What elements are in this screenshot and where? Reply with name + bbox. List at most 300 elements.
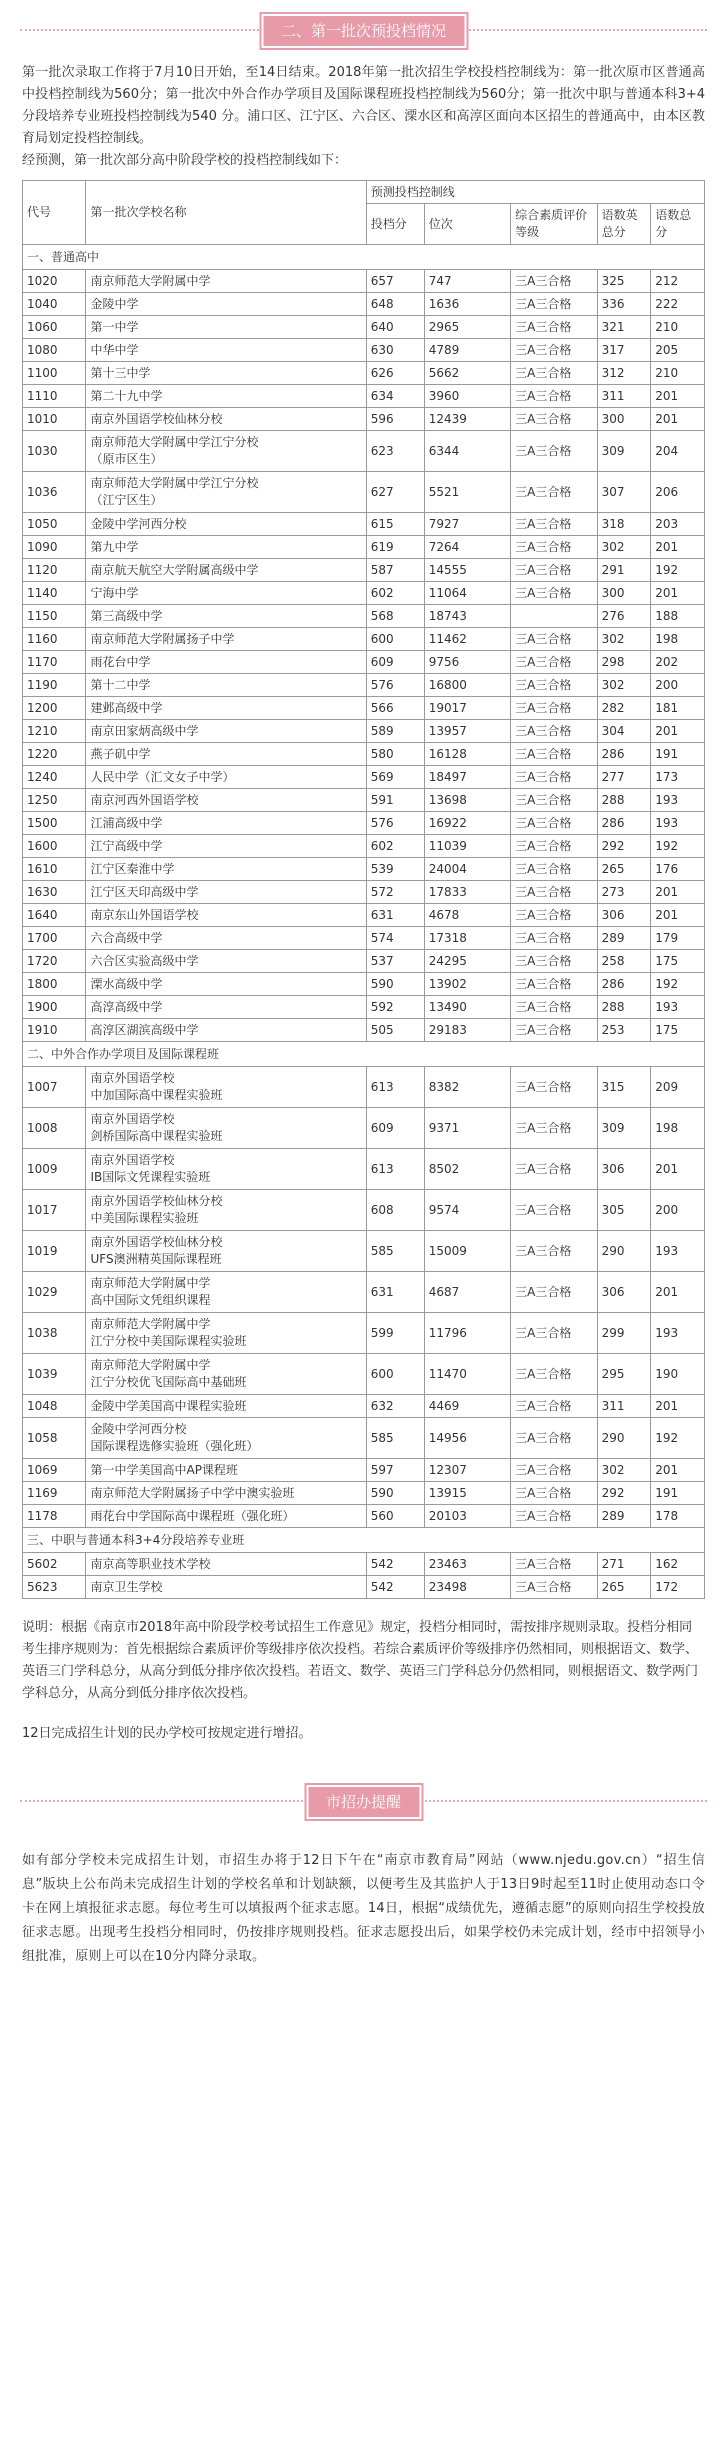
cell-rank: 13902	[424, 973, 510, 996]
cell-code: 1178	[23, 1505, 86, 1528]
cell-rank: 2965	[424, 316, 510, 339]
cell-rank: 14956	[424, 1418, 510, 1459]
cell-rank: 8502	[424, 1149, 510, 1190]
cell-a: 318	[597, 513, 651, 536]
cell-rank: 13915	[424, 1482, 510, 1505]
cell-a: 298	[597, 651, 651, 674]
cell-a: 312	[597, 362, 651, 385]
cell-rank: 12439	[424, 408, 510, 431]
intro-paragraph: 第一批次录取工作将于7月10日开始，至14日结束。2018年第一批次招生学校投档控制线为：第一批次原市区普通高中投档控制线为560分；第一批次中外合作办学项目及国际课程班投档控制线为560分；第一批次中职与普通本科3+4分段培养专业班投档控制线为540 分。浦口区、江宁区、六合区、溧水区和高淳区面向本区招生的普通高中，由本区教育局划定投档控制线。	[22, 65, 705, 146]
cell-score: 634	[366, 385, 424, 408]
cell-a: 311	[597, 1395, 651, 1418]
cell-a: 304	[597, 720, 651, 743]
cell-score: 591	[366, 789, 424, 812]
cell-name: 六合高级中学	[86, 927, 366, 950]
cell-b: 192	[651, 835, 705, 858]
reminder-title: 市招办提醒	[306, 1785, 421, 1819]
cell-b: 210	[651, 362, 705, 385]
cell-rank: 8382	[424, 1067, 510, 1108]
cell-rank: 15009	[424, 1231, 510, 1272]
cell-code: 1058	[23, 1418, 86, 1459]
cell-code: 1150	[23, 605, 86, 628]
cell-b: 209	[651, 1067, 705, 1108]
cell-score: 613	[366, 1149, 424, 1190]
cell-a: 300	[597, 582, 651, 605]
cell-a: 286	[597, 743, 651, 766]
cell-grade: 三A三合格	[511, 270, 597, 293]
cell-rank: 4469	[424, 1395, 510, 1418]
table-row	[23, 812, 705, 835]
cell-name: 南京航天航空大学附属高级中学	[86, 559, 366, 582]
cell-grade: 三A三合格	[511, 316, 597, 339]
cell-name: 人民中学（汇文女子中学）	[86, 766, 366, 789]
cell-code: 1140	[23, 582, 86, 605]
section-title-cell: 一、普通高中	[23, 245, 705, 270]
table-row	[23, 431, 705, 472]
table-row	[23, 1482, 705, 1505]
cell-grade: 三A三合格	[511, 293, 597, 316]
cell-rank: 747	[424, 270, 510, 293]
cell-a: 306	[597, 1272, 651, 1313]
cell-rank: 3960	[424, 385, 510, 408]
table-body	[23, 245, 705, 1599]
cell-rank: 5662	[424, 362, 510, 385]
cell-rank: 4789	[424, 339, 510, 362]
cell-code: 1080	[23, 339, 86, 362]
cell-rank: 19017	[424, 697, 510, 720]
table-row	[23, 1313, 705, 1354]
cell-a: 276	[597, 605, 651, 628]
cell-grade: 三A三合格	[511, 766, 597, 789]
cell-name: 南京师范大学附属中学	[86, 270, 366, 293]
cell-rank: 23498	[424, 1576, 510, 1599]
section-title: 二、第一批次预投档情况	[261, 14, 466, 48]
cell-b: 201	[651, 582, 705, 605]
cell-name: 南京外国语学校仙林分校 UFS澳洲精英国际课程班	[86, 1231, 366, 1272]
cell-b: 188	[651, 605, 705, 628]
cell-score: 630	[366, 339, 424, 362]
cell-a: 325	[597, 270, 651, 293]
cell-name: 建邺高级中学	[86, 697, 366, 720]
cell-grade: 三A三合格	[511, 651, 597, 674]
cell-rank: 7927	[424, 513, 510, 536]
cell-grade: 三A三合格	[511, 513, 597, 536]
cell-name: 南京东山外国语学校	[86, 904, 366, 927]
cell-code: 1050	[23, 513, 86, 536]
cell-score: 596	[366, 408, 424, 431]
cell-rank: 6344	[424, 431, 510, 472]
cell-score: 599	[366, 1313, 424, 1354]
cell-code: 5602	[23, 1553, 86, 1576]
cell-score: 613	[366, 1067, 424, 1108]
cell-rank: 24004	[424, 858, 510, 881]
table-row	[23, 559, 705, 582]
cell-score: 574	[366, 927, 424, 950]
table-row	[23, 858, 705, 881]
cell-score: 609	[366, 1108, 424, 1149]
cell-code: 1160	[23, 628, 86, 651]
cell-a: 302	[597, 536, 651, 559]
cell-score: 585	[366, 1418, 424, 1459]
cell-grade: 三A三合格	[511, 743, 597, 766]
cell-code: 1009	[23, 1149, 86, 1190]
cell-grade: 三A三合格	[511, 1459, 597, 1482]
cell-a: 288	[597, 789, 651, 812]
cell-name: 江浦高级中学	[86, 812, 366, 835]
cell-rank: 29183	[424, 1019, 510, 1042]
table-row	[23, 950, 705, 973]
cell-score: 631	[366, 1272, 424, 1313]
section-row	[23, 1528, 705, 1553]
cell-code: 1040	[23, 293, 86, 316]
cell-rank: 11470	[424, 1354, 510, 1395]
cell-rank: 4687	[424, 1272, 510, 1313]
cell-grade: 三A三合格	[511, 1313, 597, 1354]
cell-score: 640	[366, 316, 424, 339]
cell-code: 1700	[23, 927, 86, 950]
cell-a: 282	[597, 697, 651, 720]
cell-name: 南京师范大学附属中学 高中国际文凭组织课程	[86, 1272, 366, 1313]
cell-b: 178	[651, 1505, 705, 1528]
cell-a: 307	[597, 472, 651, 513]
cell-score: 566	[366, 697, 424, 720]
table-row	[23, 536, 705, 559]
cell-code: 1250	[23, 789, 86, 812]
cell-b: 193	[651, 812, 705, 835]
cell-a: 295	[597, 1354, 651, 1395]
cell-code: 1020	[23, 270, 86, 293]
cell-grade: 三A三合格	[511, 927, 597, 950]
cell-name: 金陵中学美国高中课程实验班	[86, 1395, 366, 1418]
note-private: 12日完成招生计划的民办学校可按规定进行增招。	[22, 1726, 312, 1741]
cell-b: 201	[651, 385, 705, 408]
cell-grade: 三A三合格	[511, 536, 597, 559]
cell-b: 201	[651, 1395, 705, 1418]
cell-b: 204	[651, 431, 705, 472]
table-row	[23, 1067, 705, 1108]
cell-rank: 16922	[424, 812, 510, 835]
cell-b: 192	[651, 1418, 705, 1459]
table-row	[23, 339, 705, 362]
cell-code: 1007	[23, 1067, 86, 1108]
table-row	[23, 513, 705, 536]
cell-code: 1038	[23, 1313, 86, 1354]
table-row	[23, 1190, 705, 1231]
table-row	[23, 1354, 705, 1395]
cell-b: 179	[651, 927, 705, 950]
cell-rank: 23463	[424, 1553, 510, 1576]
cell-code: 1069	[23, 1459, 86, 1482]
cell-score: 602	[366, 835, 424, 858]
cell-grade: 三A三合格	[511, 1553, 597, 1576]
cell-rank: 4678	[424, 904, 510, 927]
cell-code: 1100	[23, 362, 86, 385]
table-row	[23, 973, 705, 996]
cell-b: 176	[651, 858, 705, 881]
table-row	[23, 1272, 705, 1313]
cell-a: 315	[597, 1067, 651, 1108]
cell-grade: 三A三合格	[511, 858, 597, 881]
cell-rank: 13957	[424, 720, 510, 743]
reminder-banner	[0, 1779, 727, 1823]
cell-a: 302	[597, 674, 651, 697]
cell-name: 江宁高级中学	[86, 835, 366, 858]
cell-b: 200	[651, 1190, 705, 1231]
cell-code: 1900	[23, 996, 86, 1019]
cell-b: 200	[651, 674, 705, 697]
cell-b: 193	[651, 1231, 705, 1272]
cell-name: 第二十九中学	[86, 385, 366, 408]
cell-name: 南京师范大学附属中学江宁分校 （原市区生）	[86, 431, 366, 472]
cell-code: 1500	[23, 812, 86, 835]
reminder-paragraph: 如有部分学校未完成招生计划，市招生办将于12日下午在“南京市教育局”网站（www.njedu.gov.cn）“招生信息”版块上公布尚未完成招生计划的学校名单和计划缺额，以便考生及其监护人于13日9时起至11时止使用动态口令卡在网上填报征求志愿。每位考生可以填报两个征求志愿。14日，根据“成绩优先，遵循志愿”的原则向招生学校投放征求志愿。出现考生投档分相同时，仍按排序规则投档。征求志愿投出后，如果学校仍未完成计划，经市中招领导小组批准，原则上可以在10分内降分录取。	[22, 1853, 705, 1964]
cell-b: 193	[651, 1313, 705, 1354]
table-row	[23, 628, 705, 651]
cell-score: 623	[366, 431, 424, 472]
cell-b: 175	[651, 950, 705, 973]
cell-name: 第一中学	[86, 316, 366, 339]
cell-rank: 9756	[424, 651, 510, 674]
cell-rank: 14555	[424, 559, 510, 582]
cell-a: 286	[597, 812, 651, 835]
cell-score: 590	[366, 973, 424, 996]
section-row	[23, 245, 705, 270]
cell-a: 286	[597, 973, 651, 996]
cell-score: 600	[366, 628, 424, 651]
cell-code: 1008	[23, 1108, 86, 1149]
cell-code: 1060	[23, 316, 86, 339]
cutoff-table	[22, 180, 705, 1599]
cell-name: 溧水高级中学	[86, 973, 366, 996]
cell-grade: 三A三合格	[511, 812, 597, 835]
cell-code: 1029	[23, 1272, 86, 1313]
cell-b: 222	[651, 293, 705, 316]
table-row	[23, 927, 705, 950]
table-row	[23, 316, 705, 339]
cell-b: 203	[651, 513, 705, 536]
cell-grade: 三A三合格	[511, 904, 597, 927]
cell-code: 1169	[23, 1482, 86, 1505]
cell-score: 576	[366, 812, 424, 835]
cell-rank: 16128	[424, 743, 510, 766]
cell-a: 289	[597, 927, 651, 950]
cell-a: 273	[597, 881, 651, 904]
cell-rank: 11462	[424, 628, 510, 651]
cell-b: 162	[651, 1553, 705, 1576]
cell-score: 632	[366, 1395, 424, 1418]
cell-a: 265	[597, 858, 651, 881]
cell-code: 1600	[23, 835, 86, 858]
cell-a: 290	[597, 1418, 651, 1459]
cell-name: 江宁区天印高级中学	[86, 881, 366, 904]
cell-score: 592	[366, 996, 424, 1019]
cell-grade: 三A三合格	[511, 697, 597, 720]
cell-code: 1120	[23, 559, 86, 582]
cell-a: 292	[597, 1482, 651, 1505]
cell-grade: 三A三合格	[511, 973, 597, 996]
cell-score: 657	[366, 270, 424, 293]
cell-name: 高淳区湖滨高级中学	[86, 1019, 366, 1042]
cell-a: 306	[597, 904, 651, 927]
table-row	[23, 362, 705, 385]
cell-rank: 1636	[424, 293, 510, 316]
cell-rank: 11064	[424, 582, 510, 605]
cell-score: 585	[366, 1231, 424, 1272]
cell-name: 第三高级中学	[86, 605, 366, 628]
cell-grade: 三A三合格	[511, 789, 597, 812]
table-row	[23, 1108, 705, 1149]
cell-b: 212	[651, 270, 705, 293]
cell-b: 205	[651, 339, 705, 362]
table-row	[23, 835, 705, 858]
table-row	[23, 996, 705, 1019]
cell-score: 560	[366, 1505, 424, 1528]
cell-grade: 三A三合格	[511, 339, 597, 362]
table-row	[23, 1418, 705, 1459]
cell-rank: 20103	[424, 1505, 510, 1528]
cell-name: 南京外国语学校 IB国际文凭课程实验班	[86, 1149, 366, 1190]
cell-b: 172	[651, 1576, 705, 1599]
cell-score: 539	[366, 858, 424, 881]
cell-grade: 三A三合格	[511, 431, 597, 472]
cell-name: 南京外国语学校仙林分校 中美国际课程实验班	[86, 1190, 366, 1231]
cell-rank: 7264	[424, 536, 510, 559]
cell-score: 626	[366, 362, 424, 385]
cell-name: 南京外国语学校 中加国际高中课程实验班	[86, 1067, 366, 1108]
cell-code: 1210	[23, 720, 86, 743]
cell-name: 雨花台中学国际高中课程班（强化班）	[86, 1505, 366, 1528]
cell-score: 600	[366, 1354, 424, 1395]
cell-name: 南京高等职业技术学校	[86, 1553, 366, 1576]
cell-grade: 三A三合格	[511, 1395, 597, 1418]
cell-rank: 9574	[424, 1190, 510, 1231]
cell-grade: 三A三合格	[511, 1576, 597, 1599]
cell-a: 292	[597, 835, 651, 858]
cell-name: 南京师范大学附属中学江宁分校 （江宁区生）	[86, 472, 366, 513]
cell-grade: 三A三合格	[511, 674, 597, 697]
cell-name: 南京师范大学附属扬子中学	[86, 628, 366, 651]
cell-a: 288	[597, 996, 651, 1019]
cell-score: 609	[366, 651, 424, 674]
cell-code: 1010	[23, 408, 86, 431]
cell-code: 1610	[23, 858, 86, 881]
cell-grade: 三A三合格	[511, 1108, 597, 1149]
cell-code: 1200	[23, 697, 86, 720]
cell-rank: 13698	[424, 789, 510, 812]
table-row	[23, 766, 705, 789]
cell-a: 302	[597, 1459, 651, 1482]
table-row	[23, 472, 705, 513]
cell-b: 201	[651, 881, 705, 904]
cell-score: 619	[366, 536, 424, 559]
cell-a: 321	[597, 316, 651, 339]
cell-grade: 三A三合格	[511, 1418, 597, 1459]
cell-b: 173	[651, 766, 705, 789]
cell-grade: 三A三合格	[511, 628, 597, 651]
intro-lead: 经预测，第一批次部分高中阶段学校的投档控制线如下：	[22, 153, 348, 168]
cell-score: 631	[366, 904, 424, 927]
cell-code: 1036	[23, 472, 86, 513]
cell-a: 309	[597, 1108, 651, 1149]
cell-code: 1800	[23, 973, 86, 996]
table-row	[23, 1553, 705, 1576]
table-row	[23, 743, 705, 766]
cell-grade: 三A三合格	[511, 582, 597, 605]
cell-b: 201	[651, 408, 705, 431]
cell-name: 第十二中学	[86, 674, 366, 697]
header-sum-a: 语数英总分	[597, 204, 651, 245]
cell-name: 燕子矶中学	[86, 743, 366, 766]
cell-name: 南京田家炳高级中学	[86, 720, 366, 743]
header-code: 代号	[23, 181, 86, 245]
cell-grade: 三A三合格	[511, 1190, 597, 1231]
cell-rank: 13490	[424, 996, 510, 1019]
table-row	[23, 408, 705, 431]
cell-name: 南京卫生学校	[86, 1576, 366, 1599]
cell-score: 597	[366, 1459, 424, 1482]
cell-grade: 三A三合格	[511, 881, 597, 904]
table-row	[23, 720, 705, 743]
table-row	[23, 697, 705, 720]
section-banner	[0, 8, 727, 52]
header-group: 预测投档控制线	[366, 181, 704, 204]
cell-b: 198	[651, 1108, 705, 1149]
cell-name: 第九中学	[86, 536, 366, 559]
cell-score: 580	[366, 743, 424, 766]
cell-a: 336	[597, 293, 651, 316]
header-name: 第一批次学校名称	[86, 181, 366, 245]
table-row	[23, 904, 705, 927]
cell-a: 311	[597, 385, 651, 408]
cell-b: 210	[651, 316, 705, 339]
cell-grade: 三A三合格	[511, 1272, 597, 1313]
table-row	[23, 605, 705, 628]
cell-b: 181	[651, 697, 705, 720]
cell-name: 中华中学	[86, 339, 366, 362]
cell-b: 201	[651, 536, 705, 559]
cell-name: 南京外国语学校仙林分校	[86, 408, 366, 431]
cell-code: 1240	[23, 766, 86, 789]
section-title-cell: 三、中职与普通本科3+4分段培养专业班	[23, 1528, 705, 1553]
cell-score: 615	[366, 513, 424, 536]
table-row	[23, 1459, 705, 1482]
cell-code: 1110	[23, 385, 86, 408]
cell-a: 309	[597, 431, 651, 472]
cell-a: 271	[597, 1553, 651, 1576]
cell-rank: 11796	[424, 1313, 510, 1354]
cell-grade: 三A三合格	[511, 950, 597, 973]
cell-rank: 16800	[424, 674, 510, 697]
cell-a: 290	[597, 1231, 651, 1272]
table-row	[23, 385, 705, 408]
cell-code: 1910	[23, 1019, 86, 1042]
cell-code: 1039	[23, 1354, 86, 1395]
cell-a: 300	[597, 408, 651, 431]
cell-rank: 5521	[424, 472, 510, 513]
cell-grade: 三A三合格	[511, 1482, 597, 1505]
cell-code: 1090	[23, 536, 86, 559]
page	[0, 8, 727, 1969]
cell-b: 201	[651, 1459, 705, 1482]
cell-grade: 三A三合格	[511, 1149, 597, 1190]
section-row	[23, 1042, 705, 1067]
cell-rank: 11039	[424, 835, 510, 858]
cell-grade: 三A三合格	[511, 835, 597, 858]
cell-name: 第十三中学	[86, 362, 366, 385]
cell-grade: 三A三合格	[511, 1354, 597, 1395]
cell-code: 1640	[23, 904, 86, 927]
cell-grade: 三A三合格	[511, 408, 597, 431]
